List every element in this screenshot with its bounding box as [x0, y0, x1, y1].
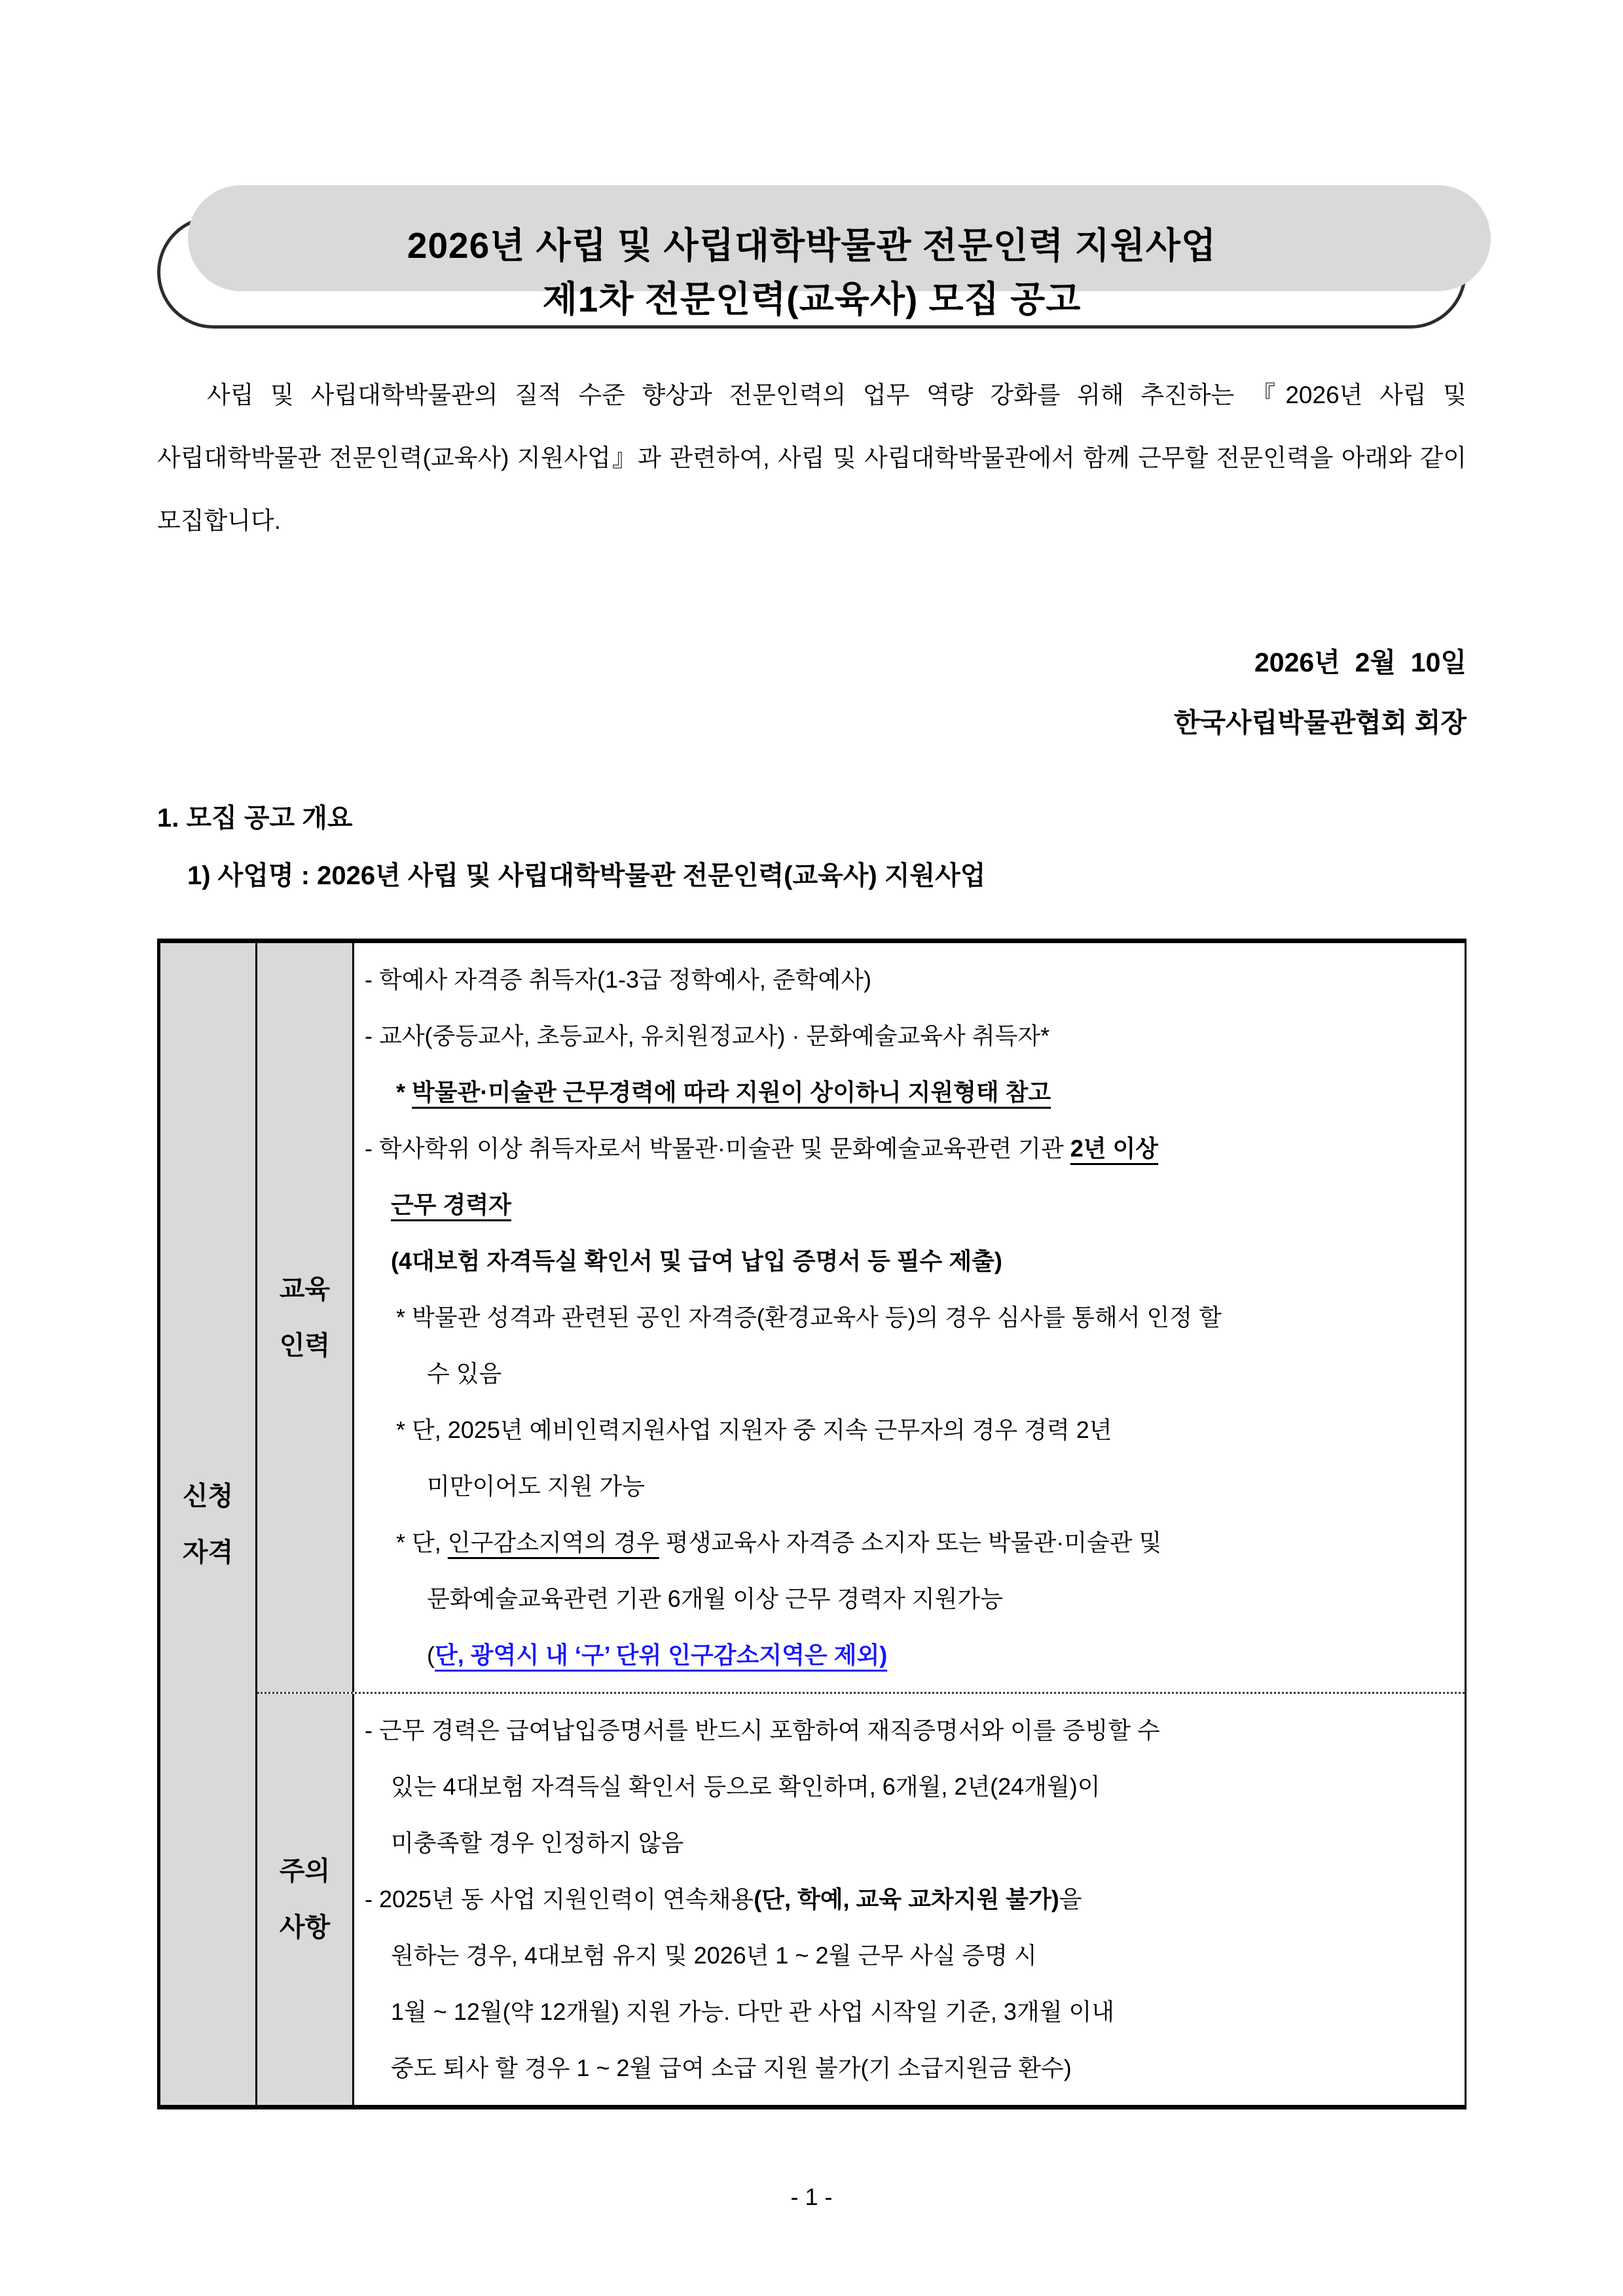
table-text-line: [365, 1346, 1453, 1402]
table-text-segment: - 교사(중등교사, 초등교사, 유치원정교사) · 문화예술교육사 취득자*: [365, 1022, 1050, 1049]
table-text-segment: *: [396, 1079, 412, 1105]
table-text-line: [365, 1177, 1453, 1233]
table-text-segment: 박물관·미술관 근무경력에 따라 지원이 상이하니 지원형태 참고: [412, 1079, 1051, 1105]
table-row-cautions: [257, 1694, 1465, 2105]
table-row-education-staff: [257, 943, 1465, 1694]
table-text-segment: 1월 ~ 12월(약 12개월) 지원 가능. 다만 관 사업 시작일 기준, 3개월 이내: [391, 1998, 1115, 2025]
table-text-line: [365, 1233, 1453, 1289]
table-text-line: [365, 1759, 1453, 1815]
table-text-segment: 박물관 성격과 관련된 공인 자격증(환경교육사 등)의 경우 심사를 통해서 인정 할: [412, 1304, 1222, 1331]
page-number: - 1 -: [790, 2183, 833, 2210]
row-content-cell: [354, 1694, 1465, 2105]
table-text-segment: 있는 4대보험 자격득실 확인서 등으로 확인하며, 6개월, 2년(24개월)이: [391, 1773, 1101, 1800]
table-text-segment: - 학예사 자격증 취득자(1-3급 정학예사, 준학예사): [365, 966, 871, 993]
group-label-line: 자격: [182, 1537, 234, 1567]
date-block: [157, 632, 1467, 753]
table-text-segment: *: [396, 1304, 412, 1331]
date-line: 2026년 2월 10일: [1254, 647, 1467, 677]
table-text-line: [365, 1515, 1453, 1571]
table-text-segment: 단, 광역시 내 ‘구’ 단위 인구감소지역은 제외): [435, 1641, 888, 1668]
table-text-segment: 미만이어도 지원 가능: [427, 1473, 645, 1499]
table-text-segment: 문화예술교육관련 기관 6개월 이상 근무 경력자 지원가능: [427, 1585, 1003, 1612]
group-label-line: 신청: [182, 1481, 234, 1511]
table-text-line: [365, 1815, 1453, 1871]
table-text-line: [365, 1008, 1453, 1064]
title-line-1: 2026년 사립 및 사립대학박물관 전문인력 지원사업: [407, 225, 1217, 266]
table-text-line: [365, 1064, 1453, 1121]
table-text-line: [365, 1121, 1453, 1177]
table-text-segment: - 2025년 동 사업 지원인력이 연속채용: [365, 1886, 754, 1912]
table-text-segment: (단, 학예, 교육 교차지원 불가): [754, 1886, 1059, 1912]
table-text-segment: (: [427, 1641, 435, 1668]
table-text-segment: 단, 2025년 예비인력지원사업 지원자 중 지속 근무자의 경우 경력 2년: [412, 1416, 1112, 1443]
table-text-segment: - 근무 경력은 급여납입증명서를 반드시 포함하여 재직증명서와 이를 증빙할 수: [365, 1717, 1160, 1744]
row-label-line: 사항: [279, 1913, 331, 1942]
table-text-segment: 원하는 경우, 4대보험 유지 및 2026년 1 ~ 2월 근무 사실 증명 시: [391, 1942, 1037, 1969]
section-heading: 1. 모집 공고 개요: [157, 804, 353, 833]
table-text-segment: *: [396, 1529, 412, 1556]
row-label-line: 교육: [279, 1275, 331, 1304]
table-text-line: [365, 1702, 1453, 1759]
table-text-segment: 을: [1059, 1886, 1082, 1912]
row-label-line: 인력: [279, 1331, 331, 1360]
title-line-2: 제1차 전문인력(교육사) 모집 공고: [542, 279, 1082, 319]
table-text-segment: 수 있음: [427, 1360, 502, 1387]
section-subheading: 1) 사업명 : 2026년 사립 및 사립대학박물관 전문인력(교육사) 지원사업: [187, 861, 986, 890]
table-text-line: [365, 2040, 1453, 2096]
table-text-segment: (4대보험 자격득실 확인서 및 급여 납입 증명서 등 필수 제출): [391, 1247, 1002, 1274]
table-text-segment: 평생교육사 자격증 소지자 또는 박물관·미술관 및: [659, 1529, 1162, 1556]
row-label-cell: [257, 943, 354, 1692]
title-box: [157, 216, 1467, 329]
table-text-segment: *: [396, 1416, 412, 1443]
table-text-line: [365, 1928, 1453, 1984]
table-group-label-cell: [160, 943, 257, 2105]
table-text-segment: 미충족할 경우 인정하지 않음: [391, 1829, 684, 1856]
table-right-section: [257, 943, 1465, 2105]
table-text-segment: 인구감소지역의 경우: [447, 1529, 659, 1556]
table-text-segment: 중도 퇴사 할 경우 1 ~ 2월 급여 소급 지원 불가(기 소급지원금 환수): [391, 2054, 1072, 2081]
table-text-segment: 단,: [412, 1529, 448, 1556]
signer-line: 한국사립박물관협회 회장: [1173, 708, 1467, 738]
table-text-line: [365, 1458, 1453, 1515]
table-text-line: [365, 952, 1453, 1008]
table-text-line: [365, 1984, 1453, 2040]
table-text-line: [365, 1571, 1453, 1627]
table-text-line: [365, 1627, 1453, 1683]
row-label-cell: [257, 1694, 354, 2105]
table-text-line: [365, 1402, 1453, 1458]
intro-paragraph: 사립 및 사립대학박물관의 질적 수준 향상과 전문인력의 업무 역량 강화를 위해 추진하는 『2026년 사립 및 사립대학박물관 전문인력(교육사) 지원사업』과 관련하여, 사립 및 사립대학박물관에서 함께 근무할 전문인력을 아래와 같이 모집합니다.: [157, 382, 1467, 534]
table-text-segment: - 학사학위 이상 취득자로서 박물관·미술관 및 문화예술교육관련 기관: [365, 1135, 1070, 1162]
table-text-line: [365, 1871, 1453, 1928]
table-text-line: [365, 1289, 1453, 1346]
row-label-line: 주의: [279, 1857, 331, 1886]
table-text-segment: 2년 이상: [1070, 1135, 1159, 1162]
row-content-cell: [354, 943, 1465, 1692]
table-text-segment: 근무 경력자: [391, 1191, 511, 1218]
eligibility-table: [157, 939, 1467, 2109]
